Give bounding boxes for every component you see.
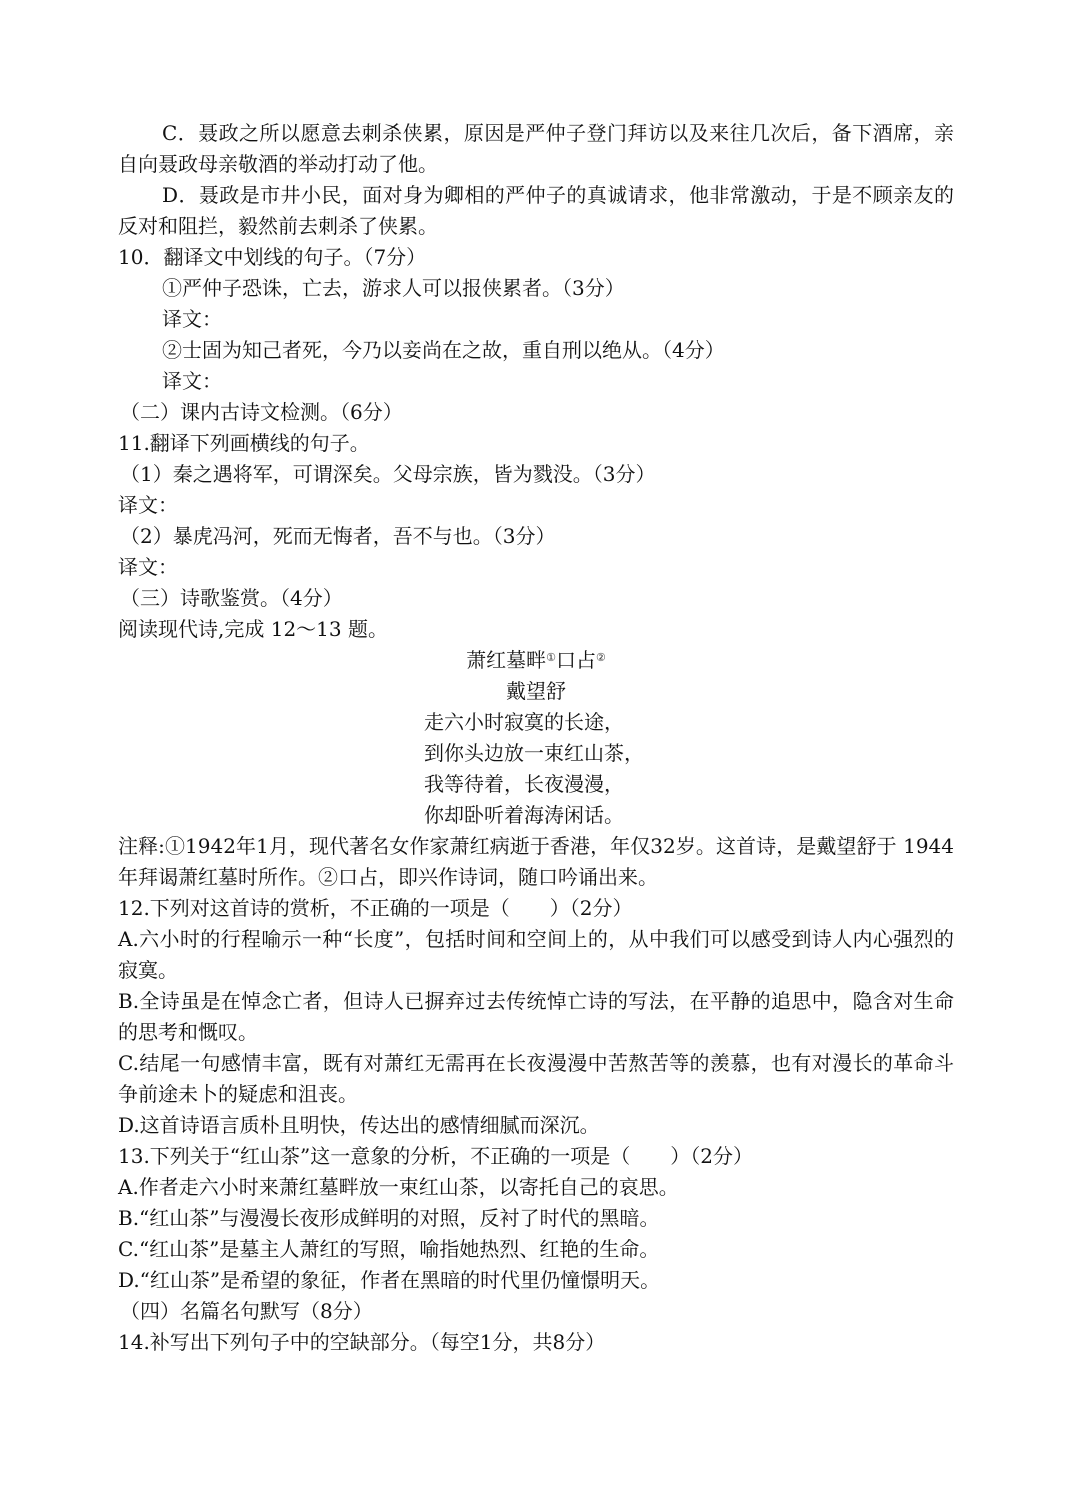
q10-translation-label-2: 译文： <box>162 369 222 393</box>
poem-title-part-1: 萧红墓畔 <box>466 648 547 672</box>
section-3-intro: 阅读现代诗,完成 12～13 题。 <box>118 617 388 641</box>
q12-option-b: B.全诗虽是在悼念亡者，但诗人已摒弃过去传统悼亡诗的写法，在平静的追思中，隐含对生命的思考和慨叹。 <box>118 989 954 1044</box>
q12-title: 12.下列对这首诗的赏析，不正确的一项是（ ）（2分） <box>118 896 633 920</box>
q9-option-d: D．聂政是市井小民，面对身为卿相的严仲子的真诚请求，他非常激动，于是不顾亲友的反对和阻拦，毅然前去刺杀了侠累。 <box>118 183 954 238</box>
q10-sentence-2: ②士固为知己者死，今乃以妾尚在之故，重自刑以绝从。（4分） <box>162 338 725 362</box>
q11-title: 11.翻译下列画横线的句子。 <box>118 431 370 455</box>
q11-sentence-1: （1）秦之遇将军，可谓深矣。父母宗族，皆为戮没。（3分） <box>120 462 656 486</box>
q9-option-c: C．聂政之所以愿意去刺杀侠累，原因是严仲子登门拜访以及来往几次后，备下酒席，亲自向聂政母亲敬酒的举动打动了他。 <box>118 121 954 176</box>
poem-author: 戴望舒 <box>506 679 566 703</box>
q10-translation-label-1: 译文： <box>162 307 222 331</box>
q10-title: 10．翻译文中划线的句子。（7分） <box>118 245 427 269</box>
poem-note: 注释:①1942年1月，现代著名女作家萧红病逝于香港，年仅32岁。这首诗，是戴望舒于 1944 年拜谒萧红墓时所作。②口占，即兴作诗词，随口吟诵出来。 <box>118 834 954 889</box>
q13-option-d: D.“红山茶”是希望的象征，作者在黑暗的时代里仍憧憬明天。 <box>118 1268 661 1292</box>
poem-title-part-2: 口占 <box>556 648 596 672</box>
q14-title: 14.补写出下列句子中的空缺部分。（每空1分，共8分） <box>118 1330 606 1354</box>
q13-option-b: B.“红山茶”与漫漫长夜形成鲜明的对照，反衬了时代的黑暗。 <box>118 1206 660 1230</box>
q12-option-a: A.六小时的行程喻示一种“长度”，包括时间和空间上的，从中我们可以感受到诗人内心强烈的寂寞。 <box>118 927 954 982</box>
q12-option-d: D.这首诗语言质朴且明快，传达出的感情细腻而深沉。 <box>118 1113 600 1137</box>
q11-translation-label-2: 译文： <box>118 555 178 579</box>
q10-sentence-1: ①严仲子恐诛，亡去，游求人可以报侠累者。（3分） <box>162 276 625 300</box>
footnote-mark-1: ① <box>546 651 556 664</box>
exam-page <box>118 118 954 1358</box>
poem-line-1: 走六小时寂寞的长途， <box>424 710 624 734</box>
q13-title: 13.下列关于“红山茶”这一意象的分析，不正确的一项是（ ）（2分） <box>118 1144 753 1168</box>
footnote-mark-2: ② <box>596 651 606 664</box>
q11-sentence-2: （2）暴虎冯河，死而无悔者，吾不与也。（3分） <box>120 524 556 548</box>
poem-line-3: 我等待着，长夜漫漫， <box>424 772 624 796</box>
section-4-title: （四）名篇名句默写（8分） <box>120 1299 373 1323</box>
q13-option-c: C.“红山茶”是墓主人萧红的写照，喻指她热烈、红艳的生命。 <box>118 1237 660 1261</box>
q13-option-a: A.作者走六小时来萧红墓畔放一束红山茶，以寄托自己的哀思。 <box>118 1175 679 1199</box>
section-3-title: （三）诗歌鉴赏。（4分） <box>120 586 343 610</box>
poem-line-4: 你却卧听着海涛闲话。 <box>424 803 624 827</box>
q12-option-c: C.结尾一句感情丰富，既有对萧红无需再在长夜漫漫中苦熬苦等的羡慕，也有对漫长的革命斗争前途未卜的疑虑和沮丧。 <box>118 1051 954 1106</box>
poem-title <box>118 645 954 676</box>
section-2-title: （二）课内古诗文检测。（6分） <box>120 400 403 424</box>
q11-translation-label-1: 译文： <box>118 493 178 517</box>
poem-line-2: 到你头边放一束红山茶， <box>424 741 644 765</box>
